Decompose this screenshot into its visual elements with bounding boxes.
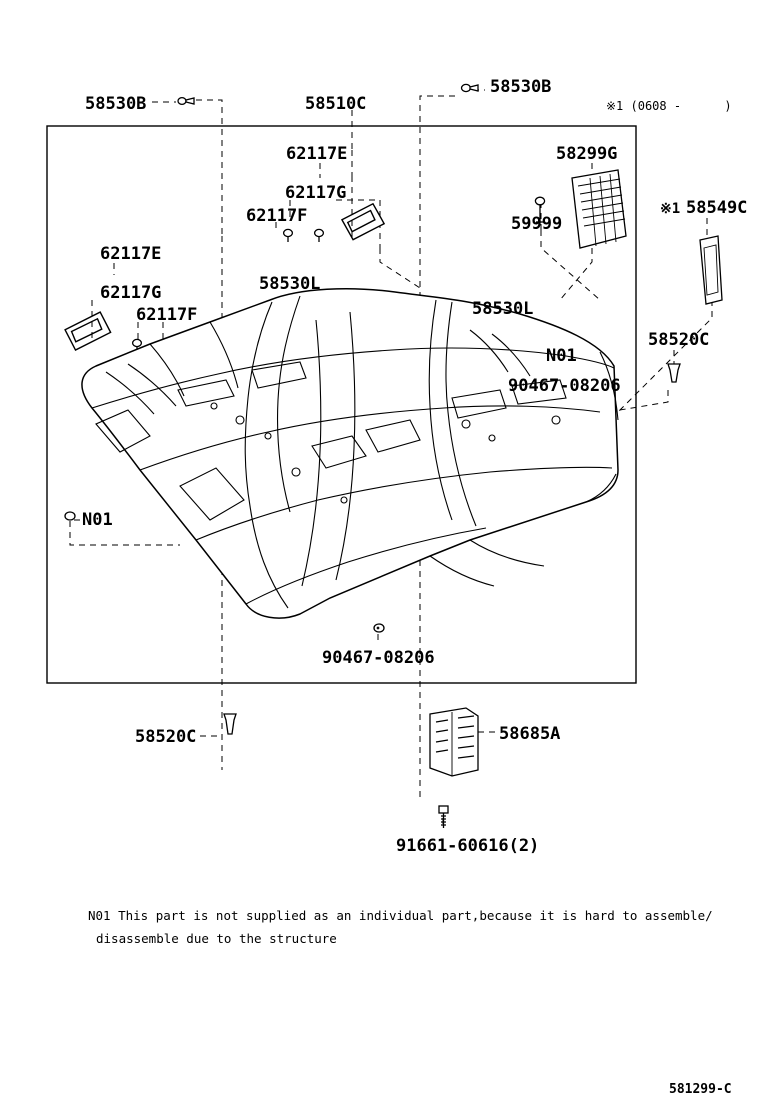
bracket-58685a-icon bbox=[430, 708, 478, 776]
label-91661-60616: 91661-60616(2) bbox=[396, 836, 540, 856]
label-asterisk-1-58549c: ※1 bbox=[660, 201, 681, 217]
label-58520c-right: 58520C bbox=[648, 330, 710, 350]
footnote-line-1: N01 This part is not supplied as an individual part,because it is hard to assemble/ bbox=[88, 908, 713, 923]
label-58530b-left: 58530B bbox=[85, 94, 147, 114]
label-62117f-top: 62117F bbox=[246, 206, 308, 226]
figure-id: 581299-C bbox=[669, 1082, 732, 1097]
label-58530l-right: 58530L bbox=[472, 299, 534, 319]
label-90467-08206-bottom: 90467-08206 bbox=[322, 648, 435, 668]
label-62117g-left: 62117G bbox=[100, 283, 162, 303]
floor-carpet-assembly bbox=[82, 289, 618, 618]
label-n01-left: N01 bbox=[82, 510, 113, 530]
label-62117f-left: 62117F bbox=[136, 305, 198, 325]
label-n01-right: N01 bbox=[546, 346, 577, 366]
label-58299g: 58299G bbox=[556, 144, 618, 164]
header-note: ※1 (0608 - ) bbox=[606, 99, 732, 113]
label-62117e-left: 62117E bbox=[100, 244, 162, 264]
label-62117g-top: 62117G bbox=[285, 183, 347, 203]
bracket-58549c-icon bbox=[700, 236, 722, 304]
label-62117e-top: 62117E bbox=[286, 144, 348, 164]
label-58685a: 58685A bbox=[499, 724, 561, 744]
label-58549c: 58549C bbox=[686, 198, 748, 218]
label-59999: 59999 bbox=[511, 214, 563, 234]
label-58530b-top: 58530B bbox=[490, 77, 552, 97]
label-58530l-left: 58530L bbox=[259, 274, 321, 294]
label-58510c: 58510C bbox=[305, 94, 367, 114]
footnote-line-2: disassemble due to the structure bbox=[96, 931, 337, 946]
label-58520c-bottom: 58520C bbox=[135, 727, 197, 747]
grille-icon bbox=[572, 170, 626, 248]
label-90467-08206-right: 90467-08206 bbox=[508, 376, 621, 396]
